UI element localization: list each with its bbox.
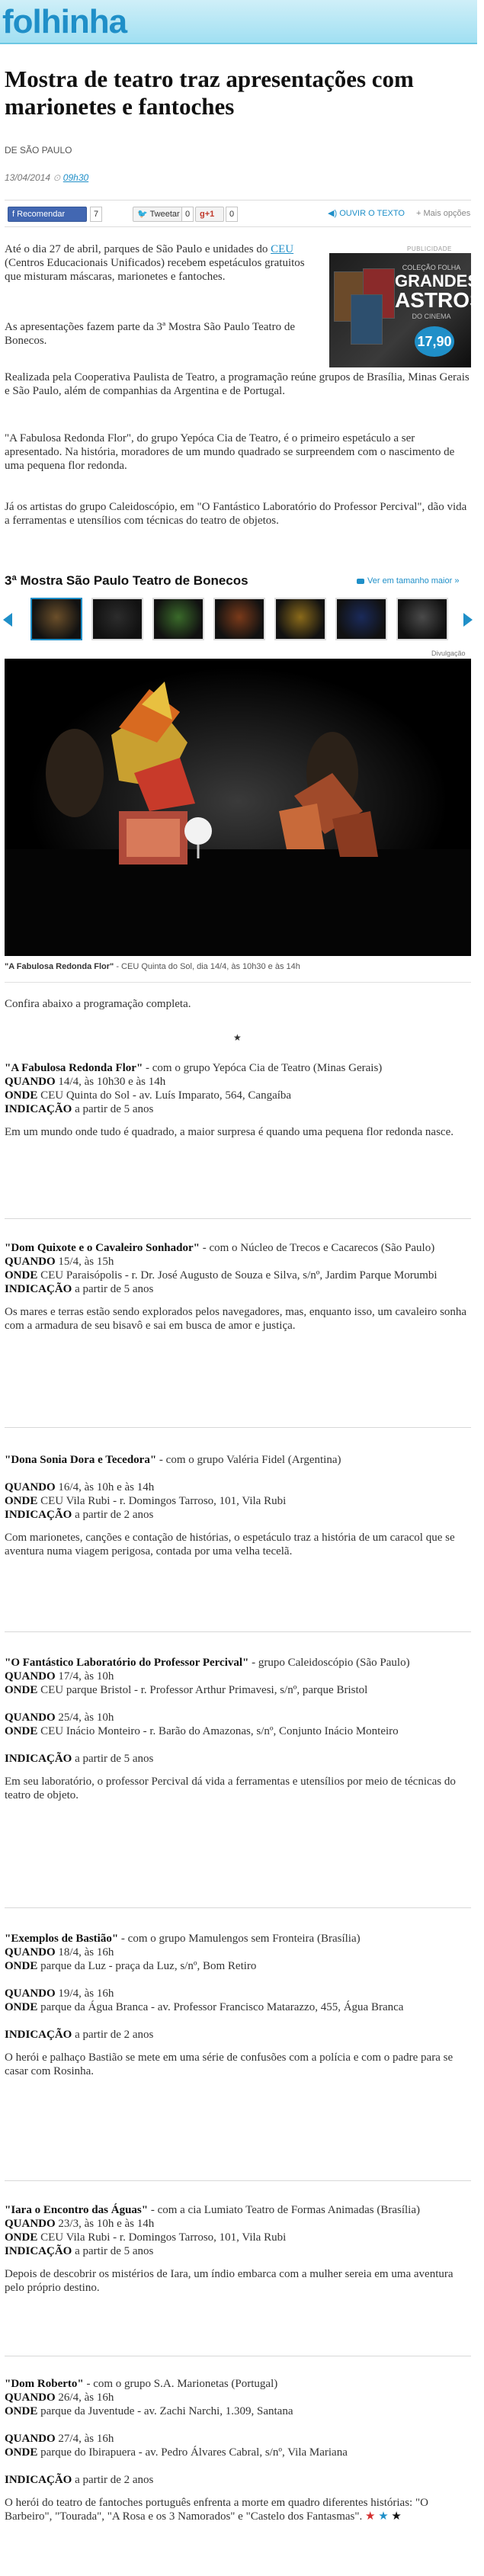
show-quando	[5, 2391, 471, 2404]
show-onde-2	[5, 1724, 471, 1738]
indicacao-value: a partir de 5 anos	[72, 1753, 154, 1765]
show-indicacao	[5, 1282, 471, 1296]
divider	[5, 982, 471, 983]
ad-line1: COLEÇÃO FOLHA	[402, 264, 461, 271]
gallery-thumbnails	[30, 598, 462, 640]
quando-label: QUANDO	[5, 2218, 56, 2230]
onde-value: parque do Ibirapuera - av. Pedro Álvares Cabral, s/nº, Vila Mariana	[37, 2446, 348, 2459]
quando-label: QUANDO	[5, 1076, 56, 1088]
plus-icon: +	[416, 209, 424, 218]
date-text: 13/04/2014	[5, 172, 51, 183]
show-entry	[5, 1241, 471, 1333]
show-quando	[5, 1480, 471, 1494]
show-indicacao	[5, 1508, 471, 1522]
onde-label: ONDE	[5, 1960, 38, 1972]
gplus-count: 0	[226, 207, 238, 222]
listen-text-link[interactable]	[328, 207, 405, 220]
show-quando	[5, 2217, 471, 2231]
gplus-button[interactable]: g+1	[195, 207, 224, 222]
article-title: Mostra de teatro traz apresentações com marionetes e fantoches	[5, 66, 414, 120]
onde-value: parque da Água Branca - av. Professor Francisco Matarazzo, 455, Água Branca	[37, 2001, 404, 2013]
ad-book	[351, 294, 383, 345]
show-title: "O Fantástico Laboratório do Professor Percival"	[5, 1657, 249, 1669]
quando-value: 17/4, às 10h	[55, 1670, 114, 1683]
onde-value: CEU Paraisópolis - r. Dr. José Augusto de Souza e Silva, s/nº, Jardim Parque Morumbi	[37, 1269, 438, 1282]
show-title-line	[5, 1453, 471, 1467]
ad-line3: ASTROS	[395, 288, 484, 312]
quando-value: 27/4, às 16h	[55, 2433, 114, 2445]
gallery-thumbnail[interactable]	[91, 598, 143, 640]
show-entry	[5, 2203, 471, 2295]
show-title: "Exemplos de Bastião"	[5, 1933, 119, 1945]
divider	[5, 1631, 471, 1632]
onde-label: ONDE	[5, 2446, 38, 2459]
caption-title: "A Fabulosa Redonda Flor"	[5, 962, 114, 971]
ad-label: PUBLICIDADE	[407, 245, 452, 252]
time-text: 09h30	[63, 172, 89, 183]
onde-label: ONDE	[5, 2231, 38, 2244]
intro-paragraph-5: Já os artistas do grupo Caleidoscópio, em "O Fantástico Laboratório do Professor Percival", dão vida a ferramentas e utensílios com técnicas do teatro de objetos.	[5, 501, 467, 527]
show-group: - com o grupo Valéria Fidel (Argentina)	[156, 1454, 341, 1466]
quando-label: QUANDO	[5, 1670, 56, 1683]
show-title: "Iara o Encontro das Águas"	[5, 2204, 149, 2216]
show-entry	[5, 1453, 471, 1558]
onde-value: CEU Vila Rubi - r. Domingos Tarroso, 101, Vila Rubi	[37, 2231, 287, 2244]
indicacao-label: INDICAÇÃO	[5, 2474, 72, 2486]
indicacao-label: INDICAÇÃO	[5, 2029, 72, 2041]
star-icon: ★	[233, 1032, 242, 1043]
tweet-button[interactable]	[133, 207, 188, 222]
caption-text: - CEU Quinta do Sol, dia 14/4, às 10h30 e às 14h	[114, 962, 300, 971]
spacer	[5, 2459, 471, 2473]
show-description: Com marionetes, canções e contação de histórias, o espetáculo traz a história de um caracol que se aventura numa viagem perigosa, contada por uma velha tecelã.	[5, 1532, 455, 1557]
show-title: "Dona Sonia Dora e Tecedora"	[5, 1454, 157, 1466]
quando-value: 14/4, às 10h30 e às 14h	[55, 1076, 166, 1088]
spacer	[5, 1697, 471, 1711]
quando-value: 23/3, às 10h e às 14h	[55, 2218, 155, 2230]
show-onde-2	[5, 2446, 471, 2459]
show-description: O herói e palhaço Bastião se mete em uma série de confusões com a polícia e com o padre para se casar com Rosinha.	[5, 2051, 454, 2077]
masthead-rule	[0, 43, 477, 44]
quando-value: 16/4, às 10h e às 14h	[55, 1481, 155, 1493]
indicacao-value: a partir de 2 anos	[72, 1509, 154, 1521]
indicacao-value: a partir de 5 anos	[72, 1283, 154, 1295]
divider	[5, 1427, 471, 1428]
gallery-thumbnail[interactable]	[30, 598, 82, 640]
gallery-thumbnail[interactable]	[152, 598, 204, 640]
show-onde	[5, 1683, 471, 1697]
facebook-icon: f	[12, 210, 18, 219]
show-group: - com o grupo Mamulengos sem Fronteira (Brasília)	[118, 1933, 361, 1945]
quando-label: QUANDO	[5, 2392, 56, 2404]
gallery-thumbnail[interactable]	[274, 598, 326, 640]
article-source: DE SÃO PAULO	[5, 145, 72, 156]
show-indicacao	[5, 1102, 471, 1116]
confira-text: Confira abaixo a programação completa.	[5, 998, 191, 1010]
onde-value: CEU parque Bristol - r. Professor Arthur Primavesi, s/nº, parque Bristol	[37, 1684, 368, 1696]
gallery-thumbnail[interactable]	[335, 598, 387, 640]
show-entry	[5, 2377, 471, 2523]
intro-paragraph-2: As apresentações fazem parte da 3ª Mostra São Paulo Teatro de Bonecos.	[5, 321, 296, 347]
facebook-recommend-button[interactable]	[8, 207, 87, 222]
divider	[5, 1218, 471, 1219]
gallery-title: 3ª Mostra São Paulo Teatro de Bonecos	[5, 573, 248, 588]
gallery-enlarge-link[interactable]	[357, 576, 459, 585]
show-group: - grupo Caleidoscópio (São Paulo)	[248, 1657, 410, 1669]
show-onde-2	[5, 2000, 471, 2014]
show-quando	[5, 1075, 471, 1089]
puppet-stage-image	[5, 659, 471, 956]
show-onde	[5, 2404, 471, 2418]
ad-line2: GRANDES	[395, 271, 479, 290]
quando-label: QUANDO	[5, 1946, 56, 1958]
quando-value: 26/4, às 16h	[55, 2392, 114, 2404]
quando-value: 18/4, às 16h	[55, 1946, 114, 1958]
site-logo[interactable]: folhinha	[2, 3, 127, 40]
photo-caption	[5, 962, 471, 971]
show-description: Depois de descobrir os mistérios de Iara, um índio embarca com a mulher sereia em uma aventura pelo próprio destino.	[5, 2268, 454, 2294]
onde-label: ONDE	[5, 1684, 38, 1696]
clock-icon: ⊙	[53, 172, 63, 183]
spacer	[5, 1738, 471, 1752]
show-indicacao	[5, 2028, 471, 2042]
show-title: "Dom Quixote e o Cavaleiro Sonhador"	[5, 1242, 200, 1254]
show-description-text: O herói do teatro de fantoches português enfrenta a morte em quadro diferentes histórias: "O Barbeiro", "Tourada", "A Rosa e os 3 Namorados" e "Castelo dos Fantasmas".	[5, 2497, 428, 2523]
onde-value: CEU Quinta do Sol - av. Luís Imparato, 564, Cangaíba	[37, 1089, 292, 1102]
show-quando-2	[5, 1711, 471, 1724]
indicacao-label: INDICAÇÃO	[5, 2245, 72, 2257]
show-entry	[5, 1932, 471, 2078]
black-star-icon: ★	[391, 2510, 402, 2523]
show-indicacao	[5, 1752, 471, 1766]
intro-paragraph-1	[5, 242, 322, 284]
listen-label: OUVIR O TEXTO	[339, 209, 405, 218]
intro-text: (Centros Educacionais Unificados) recebem espetáculos gratuitos que misturam máscaras, marionetes e fantoches.	[5, 257, 305, 283]
twitter-icon: 🐦	[137, 210, 150, 219]
masthead	[0, 0, 477, 44]
show-title: "A Fabulosa Redonda Flor"	[5, 1062, 143, 1074]
show-group: - com o grupo S.A. Marionetas (Portugal)	[83, 2378, 278, 2390]
show-indicacao	[5, 2244, 471, 2258]
ad-line4: DO CINEMA	[412, 313, 451, 320]
show-onde	[5, 1269, 471, 1282]
ad-price: 17,90	[415, 326, 454, 357]
show-onde	[5, 1089, 471, 1102]
quando-value: 15/4, às 15h	[55, 1256, 114, 1268]
onde-label: ONDE	[5, 1495, 38, 1507]
indicacao-label: INDICAÇÃO	[5, 1753, 72, 1765]
quando-value: 25/4, às 10h	[55, 1711, 114, 1724]
spacer	[5, 1467, 471, 1480]
facebook-count: 7	[90, 207, 102, 222]
spacer	[5, 1973, 471, 1987]
indicacao-label: INDICAÇÃO	[5, 1509, 72, 1521]
onde-label: ONDE	[5, 1269, 38, 1282]
intro-paragraph-4: "A Fabulosa Redonda Flor", do grupo Yepóca Cia de Teatro, é o primeiro espetáculo a ser apresentado. Na história, moradores de um mundo quadrado se surpreendem com o nascimento de uma pequena flor redonda.	[5, 432, 455, 472]
indicacao-label: INDICAÇÃO	[5, 1103, 72, 1115]
intro-paragraph-3: Realizada pela Cooperativa Paulista de Teatro, a programação reúne grupos de Brasília, Minas Gerais e São Paulo, além de companhias da Argentina e de Portugal.	[5, 371, 470, 397]
show-title-line	[5, 1656, 471, 1670]
show-entry	[5, 1061, 471, 1139]
indicacao-value: a partir de 5 anos	[72, 1103, 154, 1115]
gallery-link-label: Ver em tamanho maior »	[367, 576, 460, 585]
show-quando-2	[5, 2432, 471, 2446]
show-description: Os mares e terras estão sendo explorados pelos navegadores, mas, enquanto isso, um cavaleiro sonha com a armadura de seu bisavô e sai em busca de amor e justiça.	[5, 1306, 467, 1332]
more-label: Mais opções	[423, 209, 471, 218]
show-title-line	[5, 2377, 471, 2391]
quando-label: QUANDO	[5, 1711, 56, 1724]
quando-label: QUANDO	[5, 1987, 56, 2000]
ad-books-image	[334, 268, 392, 363]
show-group: - com o Núcleo de Trecos e Cacarecos (São Paulo)	[199, 1242, 435, 1254]
indicacao-value: a partir de 2 anos	[72, 2029, 154, 2041]
show-title-line	[5, 1061, 471, 1075]
show-onde	[5, 2231, 471, 2244]
quando-label: QUANDO	[5, 2433, 56, 2445]
indicacao-label: INDICAÇÃO	[5, 1283, 72, 1295]
show-title-line	[5, 1932, 471, 1946]
show-quando-2	[5, 1987, 471, 2000]
onde-label: ONDE	[5, 2405, 38, 2417]
show-quando	[5, 1670, 471, 1683]
tweet-count: 0	[181, 207, 194, 222]
indicacao-value: a partir de 5 anos	[72, 2245, 154, 2257]
tweet-label: Tweetar	[149, 210, 180, 219]
ad-banner[interactable]	[329, 253, 484, 367]
show-group: - com a cia Lumiato Teatro de Formas Animadas (Brasília)	[148, 2204, 420, 2216]
onde-label: ONDE	[5, 1089, 38, 1102]
onde-value: CEU Vila Rubi - r. Domingos Tarroso, 101, Vila Rubi	[37, 1495, 287, 1507]
show-title-line	[5, 2203, 471, 2217]
onde-value: parque da Juventude - av. Zachi Narchi, 1.309, Santana	[37, 2405, 293, 2417]
gallery-main-photo[interactable]	[5, 659, 471, 956]
blue-star-icon: ★	[378, 2510, 389, 2523]
show-description: Em um mundo onde tudo é quadrado, a maior surpresa é quando uma pequena flor redonda nasce.	[5, 1126, 454, 1138]
gallery-next-arrow-icon[interactable]	[463, 613, 473, 627]
show-title: "Dom Roberto"	[5, 2378, 84, 2390]
facebook-label: Recomendar	[17, 210, 66, 219]
camera-icon	[357, 579, 364, 584]
onde-value: CEU Inácio Monteiro - r. Barão do Amazonas, s/nº, Conjunto Inácio Monteiro	[37, 1725, 399, 1737]
share-bar	[5, 200, 471, 227]
show-onde	[5, 1959, 471, 1973]
onde-label: ONDE	[5, 2001, 38, 2013]
onde-value: parque da Luz - praça da Luz, s/nº, Bom Retiro	[37, 1960, 257, 1972]
divider	[5, 1907, 471, 1908]
speaker-icon: ◀)	[328, 209, 340, 218]
red-star-icon: ★	[364, 2510, 376, 2523]
photo-credit: Divulgação	[431, 650, 466, 657]
show-entry	[5, 1656, 471, 1802]
onde-label: ONDE	[5, 1725, 38, 1737]
indicacao-value: a partir de 2 anos	[72, 2474, 154, 2486]
ceu-link[interactable]: CEU	[271, 243, 294, 255]
gallery-prev-arrow-icon[interactable]	[3, 613, 12, 627]
quando-value: 19/4, às 16h	[55, 1987, 114, 2000]
show-quando	[5, 1255, 471, 1269]
show-quando	[5, 1946, 471, 1959]
intro-text: Até o dia 27 de abril, parques de São Paulo e unidades do	[5, 243, 271, 255]
more-options-link[interactable]	[416, 207, 470, 220]
show-onde	[5, 1494, 471, 1508]
show-description: Em seu laboratório, o professor Percival dá vida a ferramentas e utensílios por meio de técnicas do teatro de objeto.	[5, 1776, 456, 1801]
divider	[5, 2180, 471, 2181]
quando-label: QUANDO	[5, 1481, 56, 1493]
show-description	[5, 2496, 471, 2523]
article-date	[5, 172, 88, 183]
show-title-line	[5, 1241, 471, 1255]
show-group: - com o grupo Yepóca Cia de Teatro (Minas Gerais)	[143, 1062, 383, 1074]
spacer	[5, 2014, 471, 2028]
quando-label: QUANDO	[5, 1256, 56, 1268]
gallery-thumbnail[interactable]	[396, 598, 448, 640]
gallery-thumbnail[interactable]	[213, 598, 265, 640]
show-indicacao	[5, 2473, 471, 2487]
spacer	[5, 2418, 471, 2432]
